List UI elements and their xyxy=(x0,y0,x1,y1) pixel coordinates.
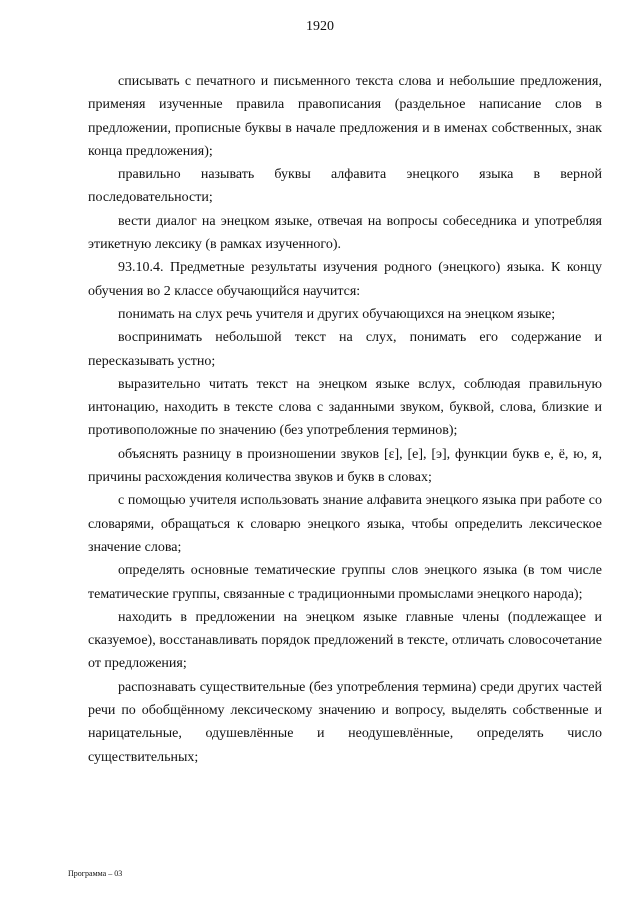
paragraph-thematic-groups: определять основные тематические группы слов энецкого языка (в том числе тематические группы, связанные с традиционными промыслами энецкого народа); xyxy=(88,563,602,602)
page-number: 1920 xyxy=(306,19,334,34)
paragraph-sounds: объяснять разницу в произношении звуков [ɛ], [е], [э], функции букв е, ё, ю, я, причины расхождения количества звуков и букв в словах; xyxy=(88,446,602,486)
paragraph-sentence-members: находить в предложении на энецком языке главные члены (подлежащее и сказуемое), восстанавливать порядок предложений в тексте, отличать словосочетание от предложения; xyxy=(88,609,602,672)
document-body xyxy=(88,70,602,769)
paragraph-alphabet: правильно называть буквы алфавита энецкого языка в верной последовательности; xyxy=(88,167,602,206)
paragraph-reading: выразительно читать текст на энецком языке вслух, соблюдая правильную интонацию, находить в тексте слова с заданными звуком, буквой, слова, близкие и противоположные по значению (без употребления терминов); xyxy=(88,376,602,439)
paragraph-nouns: распознавать существительные (без употребления термина) среди других частей речи по обобщённому лексическому значению и вопросу, выделять собственные и нарицательные, одушевлённые и неодушевлённые, определять число существительных; xyxy=(88,679,602,765)
paragraph-listening: понимать на слух речь учителя и других обучающихся на энецком языке; xyxy=(118,306,556,322)
footer-label: Программа – 03 xyxy=(68,869,123,878)
paragraph-copying: списывать с печатного и письменного текста слова и небольшие предложения, применяя изученные правила правописания (раздельное написание слов в предложении, прописные буквы в начале предложения и в именах собственных, знак конца предложения); xyxy=(88,74,602,159)
paragraph-retelling: воспринимать небольшой текст на слух, понимать его содержание и пересказывать устно; xyxy=(88,330,602,369)
paragraph-dictionary: с помощью учителя использовать знание алфавита энецкого языка при работе со словарями, обращаться к словарю энецкого языка, чтобы определить лексическое значение слова; xyxy=(88,493,602,555)
paragraph-section-heading: 93.10.4. Предметные результаты изучения родного (энецкого) языка. К концу обучения во 2 классе обучающийся научится: xyxy=(88,260,602,299)
paragraph-dialogue: вести диалог на энецком языке, отвечая на вопросы собеседника и употребляя этикетную лексику (в рамках изученного). xyxy=(88,213,602,253)
